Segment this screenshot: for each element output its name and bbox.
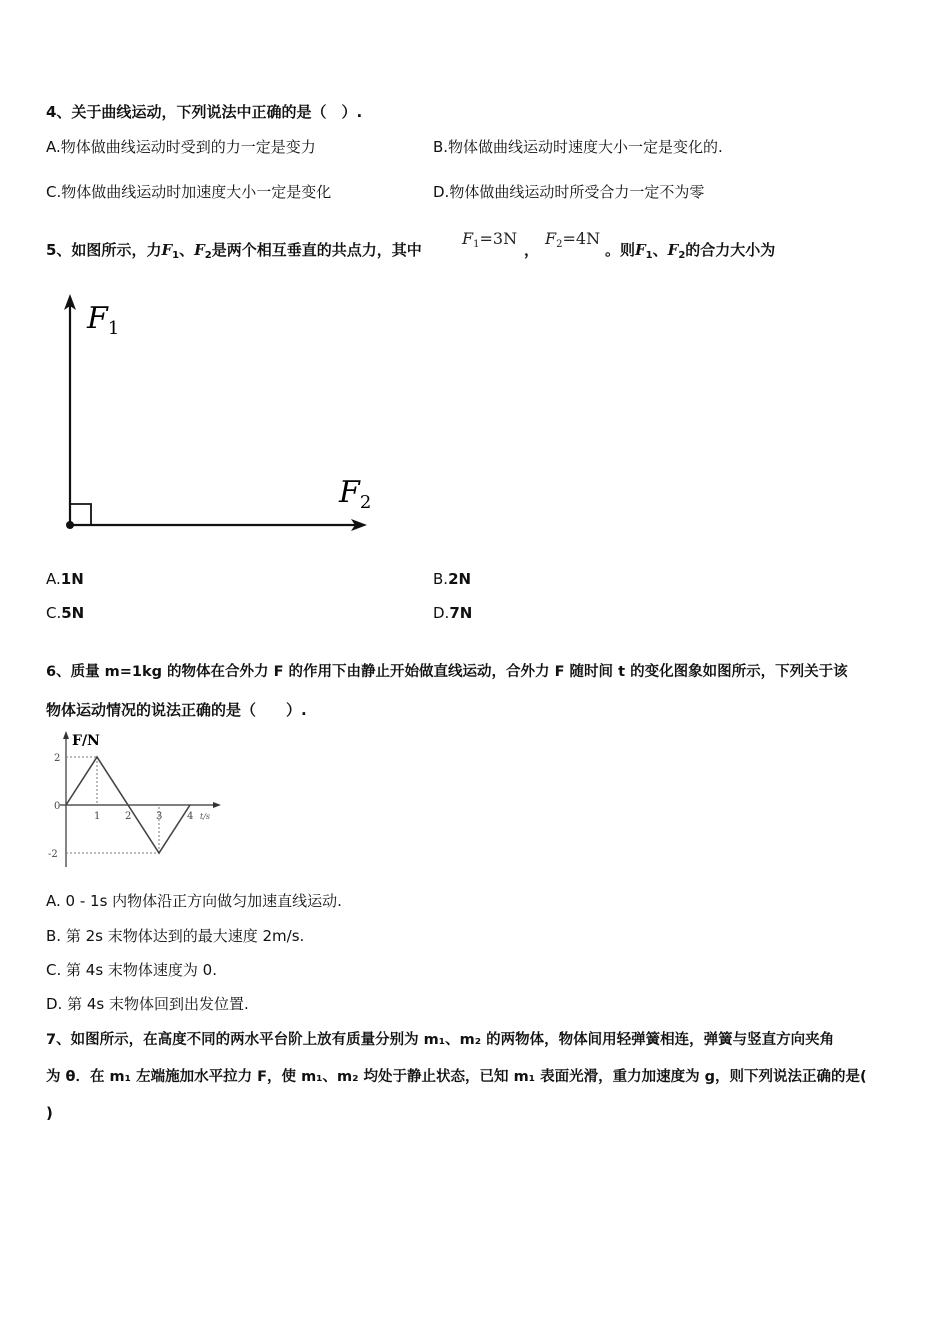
y-axis-arrowhead <box>63 731 69 739</box>
q5-option-b <box>433 569 471 589</box>
q5-option-d-value: 7N <box>449 604 473 622</box>
q6-option-c: C. 第 4s 末物体速度为 0. <box>46 961 217 979</box>
x-axis-arrowhead <box>213 802 221 808</box>
x-axis-label: t/s <box>200 812 211 821</box>
y-tick-label: 2 <box>54 753 61 764</box>
q6-force-time-graph <box>48 728 228 878</box>
y-axis-label: F/N <box>72 733 100 749</box>
q5-option-d-letter: D. <box>433 604 450 622</box>
q5-stem-tail <box>605 240 775 266</box>
q6-option-a: A. 0 - 1s 内物体沿正方向做匀加速直线运动. <box>46 892 342 910</box>
data-point <box>65 804 67 806</box>
q7-line3: ) <box>46 1104 53 1122</box>
q4-stem: 4、关于曲线运动，下列说法中正确的是（ ）. <box>46 103 363 121</box>
data-point <box>158 852 160 854</box>
q5-option-c-letter: C. <box>46 604 62 622</box>
x-tick-label: 1 <box>94 811 101 822</box>
q5-stem-pre: 5、如图所示，力 <box>46 241 162 259</box>
q6-stem-line1: 6、质量 m=1kg 的物体在合外力 F 的作用下由静止开始做直线运动，合外力 F 随时间 t 的变化图象如图所示，下列关于该 <box>46 664 848 680</box>
q5-option-a <box>46 569 84 589</box>
q5-option-d <box>433 603 472 623</box>
q5-eq1-val: =3N <box>479 229 518 248</box>
q5-equation-f1 <box>462 229 517 250</box>
q5-eq1-sub: 1 <box>473 239 480 250</box>
q4-option-b: B.物体做曲线运动时速度大小一定是变化的. <box>433 138 723 156</box>
x-tick-label: 3 <box>156 811 163 822</box>
q5-f2: F <box>194 241 205 259</box>
q5-tail-f2: F <box>667 241 679 259</box>
origin-point <box>66 521 74 529</box>
data-point <box>96 756 98 758</box>
q5-f1-sub: 1 <box>172 250 180 261</box>
q5-option-b-letter: B. <box>433 570 449 588</box>
label-f2: $F_2$ <box>339 475 372 513</box>
q5-tail-sep: 、 <box>652 241 668 259</box>
label-f1: $F_1$ <box>87 301 120 339</box>
q5-stem-post1: 。则 <box>605 241 636 259</box>
data-point <box>127 804 129 806</box>
q5-force-diagram <box>55 290 385 540</box>
q5-sep: 、 <box>179 241 195 259</box>
y-tick-label: 0 <box>54 801 61 812</box>
y-tick-label: -2 <box>48 849 58 860</box>
q5-equation-f2 <box>545 229 600 250</box>
q5-f1: F <box>161 241 173 259</box>
q4-option-a: A.物体做曲线运动时受到的力一定是变力 <box>46 138 316 156</box>
q5-eq1-var: F <box>462 229 474 248</box>
data-point <box>189 804 191 806</box>
right-angle-marker <box>70 504 91 525</box>
q5-option-b-value: 2N <box>448 570 472 588</box>
q5-tail-f2-sub: 2 <box>678 250 686 261</box>
q5-eq2-var: F <box>545 229 557 248</box>
q5-stem <box>46 240 422 266</box>
q5-option-a-value: 1N <box>60 570 84 588</box>
q5-stem-post2: 的合力大小为 <box>685 241 776 259</box>
q7-line1: 7、如图所示，在高度不同的两水平台阶上放有质量分别为 m₁、m₂ 的两物体，物体间用轻弹簧相连，弹簧与竖直方向夹角 <box>46 1032 835 1048</box>
q5-comma: ， <box>524 241 540 259</box>
q6-option-b: B. 第 2s 末物体达到的最大速度 2m/s. <box>46 927 305 945</box>
q5-tail-f1: F <box>635 241 646 259</box>
x-tick-label: 4 <box>187 811 194 822</box>
q5-f2-sub: 2 <box>204 250 212 261</box>
q5-eq2-val: =4N <box>562 229 601 248</box>
q5-option-c <box>46 603 84 623</box>
q5-tail-f1-sub: 1 <box>645 250 653 261</box>
q6-stem-line2: 物体运动情况的说法正确的是（ ）. <box>46 701 307 719</box>
q4-option-c: C.物体做曲线运动时加速度大小一定是变化 <box>46 183 332 201</box>
q4-option-d: D.物体做曲线运动时所受合力一定不为零 <box>433 183 705 201</box>
q5-option-a-letter: A. <box>46 570 61 588</box>
q5-option-c-value: 5N <box>61 604 85 622</box>
q7-line2: 为 θ．在 m₁ 左端施加水平拉力 F，使 m₁、m₂ 均处于静止状态，已知 m₁ 表面光滑，重力加速度为 g，则下列说法正确的是( <box>46 1069 867 1085</box>
q5-stem-mid: 是两个相互垂直的共点力，其中 <box>211 241 422 259</box>
q5-eq2-sub: 2 <box>556 239 563 250</box>
x-tick-label: 2 <box>125 811 132 822</box>
q6-option-d: D. 第 4s 末物体回到出发位置. <box>46 995 249 1013</box>
